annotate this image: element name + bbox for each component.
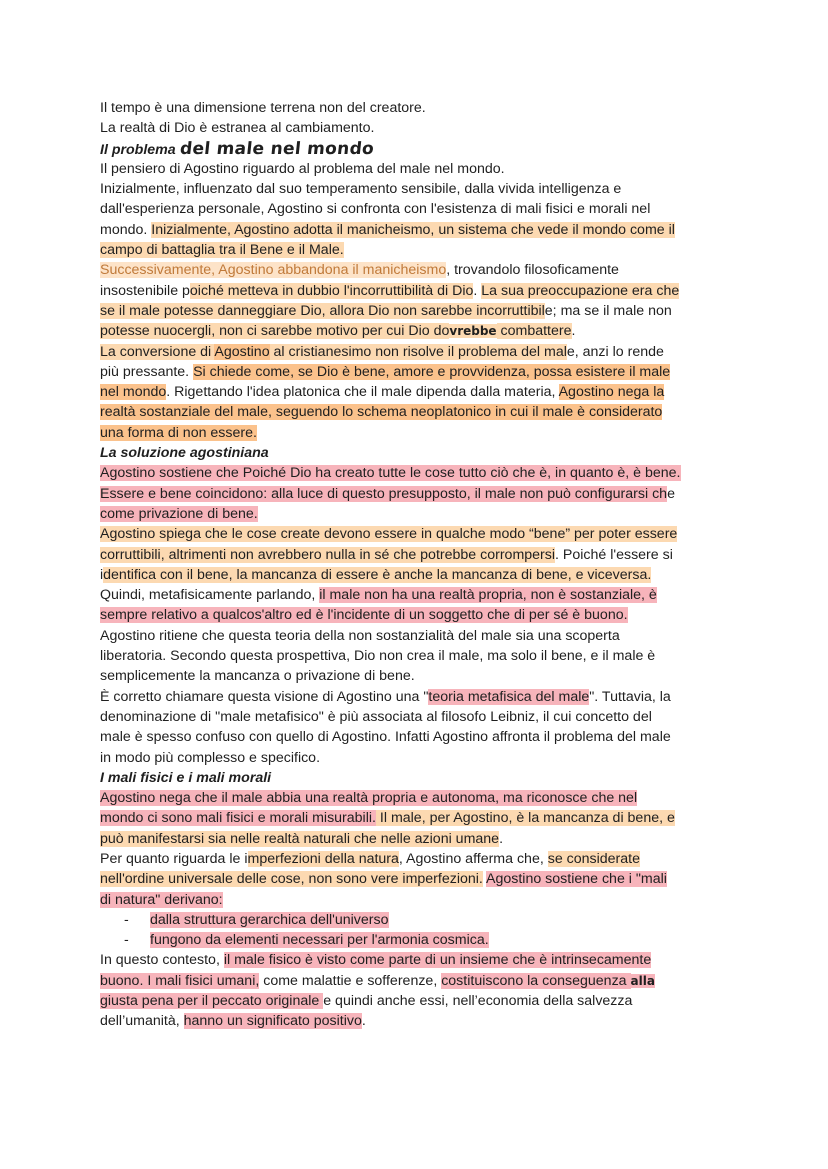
text-line: [100, 423, 728, 443]
text-line: [100, 524, 728, 544]
text-line: giusta pena per il peccato originale e quindi anche essi, nell’economia della salvezza: [100, 993, 633, 1010]
text-line: denominazione di "male metafisico" è più associata al filosofo Leibniz, il cui concetto del: [100, 708, 652, 725]
highlight-pink: mondo ci sono mali fisici e morali misurabili.: [100, 810, 376, 827]
text-line: [100, 463, 728, 483]
highlight-orange: al cristianesimo non risolve il problema del mal: [269, 343, 567, 360]
highlight-orange: combattere: [496, 323, 572, 340]
highlight-strong: Agostino nega la: [558, 384, 665, 401]
highlight-orange: corruttibili, altrimenti non avrebbero nulla in sé che potrebbe corrompersi: [100, 546, 556, 563]
highlight-pink: sempre relativo a qualcos'altro ed è l'incidente di un soggetto che di per sé è buono.: [100, 607, 628, 624]
text-line: dell’umanità, hanno un significato positivo.: [100, 1013, 366, 1030]
highlight-pink: il male non ha una realtà propria, non è sostanziale, è: [319, 587, 657, 604]
highlight-orange: La sua preoccupazione era che: [481, 282, 680, 299]
text-line: [100, 240, 728, 260]
highlight-orange: oiché metteva in dubbio l'incorruttibilità di Dio: [189, 282, 474, 299]
highlight-pink: Essere e bene coincidono: alla luce di questo presupposto, il male non può configurarsi ch: [100, 485, 668, 502]
text-line: più pressante. Si chiede come, se Dio è bene, amore e provvidenza, possa esistere il male: [100, 363, 671, 380]
text-line: buono. I mali fisici umani, come malattie e sofferenze, costituiscono la conseguenza alla: [100, 972, 655, 989]
highlight-orange: campo di battaglia tra il Bene e il Male.: [100, 242, 344, 259]
highlight-pink: fungono da elementi necessari per l'armonia cosmica.: [150, 932, 489, 949]
highlight-pink: di natura" derivano:: [100, 891, 223, 908]
highlight-orange: Inizialmente, Agostino adotta il manicheismo, un sistema che vede il mondo come il: [151, 221, 675, 238]
highlight-pink: giusta pena per il peccato originale: [100, 993, 324, 1010]
text-line: identifica con il bene, la mancanza di essere è anche la mancanza di bene, e viceversa.: [100, 566, 652, 583]
text-line: La conversione di Agostino al cristianesimo non risolve il problema del male, anzi lo rende: [100, 343, 664, 360]
text-line: insostenibile poiché metteva in dubbio l'incorruttibilità di Dio. La sua preoccupazione era che: [100, 282, 680, 299]
text-line: [100, 402, 728, 422]
list-bullet: -: [124, 932, 129, 949]
text-line: È corretto chiamare questa visione di Agostino una "teoria metafisica del male". Tuttavia, la: [100, 688, 671, 705]
highlight-pink: Agostino sostiene che i "mali: [486, 871, 667, 888]
highlight-pink: buono. I mali fisici umani,: [100, 972, 260, 989]
text-line: In questo contesto, il male fisico è visto come parte di un insieme che è intrinsecamente: [100, 952, 652, 969]
text-line: Inizialmente, influenzato dal suo temperamento sensibile, dalla vivida intelligenza e: [100, 181, 622, 198]
highlight-strong: una forma di non essere.: [100, 424, 257, 441]
text-line: [100, 808, 728, 828]
section-heading-male-nel-mondo: Il problema del male nel mondo: [100, 138, 375, 159]
list-item: [100, 910, 728, 930]
text-line: mondo. Inizialmente, Agostino adotta il manicheismo, un sistema che vede il mondo come il: [100, 221, 675, 238]
highlight-strong: Si chiede come, se Dio è bene, amore e provvidenza, possa esistere il male: [193, 363, 671, 380]
text-line: semplicemente la mancanza o privazione di bene.: [100, 668, 415, 685]
highlight-pink: Agostino sostiene che Poiché Dio ha creato tutte le cose tutto ciò che è, in quanto è, è bene.: [100, 465, 681, 482]
text-line: in modo più complesso e specifico.: [100, 749, 321, 766]
text-line: potesse nuocergli, non ci sarebbe motivo per cui Dio dovrebbe combattere.: [100, 323, 576, 340]
text-line: liberatoria. Secondo questa prospettiva, Dio non crea il male, ma solo il bene, e il male è: [100, 648, 656, 665]
highlight-orange: può manifestarsi sia nelle realtà naturali che nelle azioni umane: [100, 830, 500, 847]
text-line: Il pensiero di Agostino riguardo al problema del male nel mondo.: [100, 160, 505, 177]
text-line: [100, 890, 728, 910]
highlight-orange: se il male potesse danneggiare Dio, allora Dio non sarebbe incorruttibil: [100, 302, 545, 319]
highlight-orange: Agostino spiega che le cose create devono essere in qualche modo “bene” per poter essere: [100, 526, 678, 543]
section-heading-mali-fisici: I mali fisici e i mali morali: [100, 769, 272, 786]
highlight-orange: nell'ordine universale delle cose, non sono vere imperfezioni.: [100, 871, 483, 888]
highlight-pink: come privazione di bene.: [100, 505, 258, 522]
highlight-orange: La conversione di: [100, 343, 215, 360]
highlight-orange: se considerate: [547, 850, 640, 867]
text-line: [100, 788, 728, 808]
highlight-strong: nel mondo: [100, 384, 167, 401]
text-line: nel mondo. Rigettando l'idea platonica che il male dipenda dalla materia, Agostino nega la: [100, 384, 665, 401]
highlight-strong: realtà sostanziale del male, seguendo lo schema neoplatonico in cui il male è considerato: [100, 404, 663, 421]
text-line: dall'esperienza personale, Agostino si confronta con l'esistenza di mali fisici e morali nel: [100, 201, 651, 218]
handwritten-heading: del male nel mondo: [178, 138, 375, 159]
text-line: male è spesso confuso con quello di Agostino. Infatti Agostino affronta il problema del male: [100, 729, 671, 746]
text-line: [100, 605, 728, 625]
document-page: [100, 98, 728, 1032]
highlight-orange: Successivamente, Agostino abbandona il manicheismo: [100, 262, 447, 279]
text-line: [100, 869, 728, 889]
text-line: [100, 504, 728, 524]
highlight-orange: potesse nuocergli, non ci sarebbe motivo per cui Dio do: [100, 323, 450, 340]
handwritten-correction: vrebbe: [449, 324, 497, 339]
intro-line: La realtà di Dio è estranea al cambiamento.: [100, 120, 375, 137]
text-line: può manifestarsi sia nelle realtà naturali che nelle azioni umane.: [100, 830, 504, 847]
list-bullet: -: [124, 911, 129, 928]
highlight-orange: Il male, per Agostino, è la mancanza di bene, e: [375, 810, 675, 827]
text-line: Per quanto riguarda le imperfezioni della natura, Agostino afferma che, se considerate: [100, 850, 640, 867]
highlight-pink: hanno un significato positivo: [183, 1013, 362, 1030]
highlight-strong: Agostino: [214, 343, 270, 360]
intro-line: Il tempo è una dimensione terrena non del creatore.: [100, 100, 426, 116]
highlight-orange: dentifica con il bene, la mancanza di essere è anche la mancanza di bene, e viceversa.: [103, 566, 652, 583]
highlight-orange: mperfezioni della natura: [247, 850, 399, 867]
highlight-pink: teoria metafisica del male: [428, 688, 590, 705]
highlight-pink: Agostino nega che il male abbia una realtà propria e autonoma, ma riconosce che nel: [100, 790, 638, 807]
highlight-pink: dalla struttura gerarchica dell'universo: [150, 911, 389, 928]
handwritten-correction: alla: [630, 973, 655, 988]
text-line: Successivamente, Agostino abbandona il manicheismo, trovandolo filosoficamente: [100, 262, 619, 279]
text-line: Quindi, metafisicamente parlando, il male non ha una realtà propria, non è sostanziale, è: [100, 587, 657, 604]
highlight-pink: il male fisico è visto come parte di un insieme che è intrinsecamente: [223, 952, 652, 969]
highlight-pink: costituiscono la conseguenza: [441, 972, 631, 989]
list-item: [100, 930, 728, 950]
text-line: Essere e bene coincidono: alla luce di questo presupposto, il male non può configurarsi che: [100, 485, 675, 502]
text-line: se il male potesse danneggiare Dio, allora Dio non sarebbe incorruttibile; ma se il male non: [100, 302, 672, 319]
text-line: Agostino ritiene che questa teoria della non sostanzialità del male sia una scoperta: [100, 627, 620, 644]
section-heading-soluzione: La soluzione agostiniana: [100, 445, 269, 462]
text-line: corruttibili, altrimenti non avrebbero nulla in sé che potrebbe corrompersi. Poiché l'essere si: [100, 546, 673, 563]
